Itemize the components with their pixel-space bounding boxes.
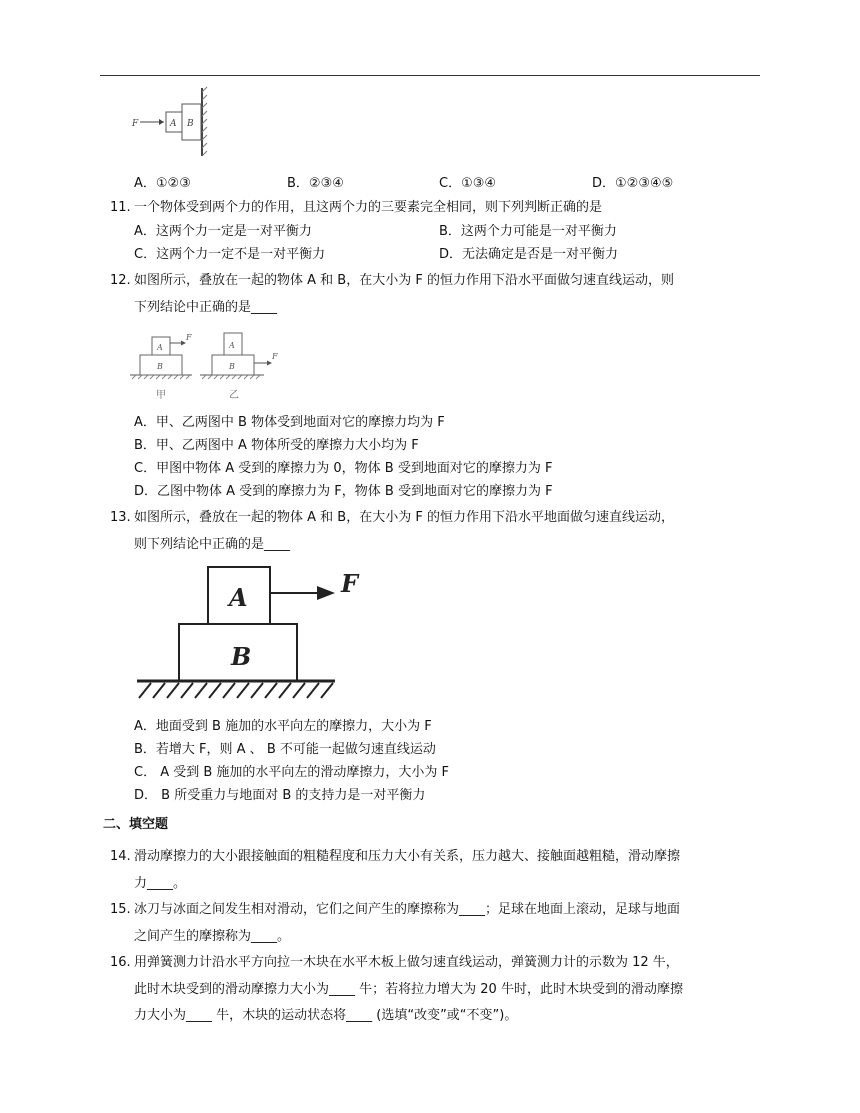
- q12-stem: [110, 269, 770, 292]
- q13-option-a[interactable]: A．地面受到 B 施加的水平向左的摩擦力，大小为 F: [134, 719, 432, 734]
- q10-option-a[interactable]: A．①②③: [134, 176, 191, 191]
- q12-option-b[interactable]: B．甲、乙两图中 A 物体所受的摩擦力大小均为 F: [134, 438, 419, 453]
- q12-yi-F: F: [272, 352, 278, 361]
- q16-text-line3: 力大小为____ 牛，木块的运动状态将____ (选填“改变”或“不变”)。: [134, 1008, 518, 1023]
- q14-stem: [110, 845, 770, 868]
- q12-label-yi: 乙: [229, 390, 239, 401]
- q13-option-b[interactable]: B．若增大 F，则 A 、 B 不可能一起做匀速直线运动: [134, 742, 436, 757]
- q12-label-jia: 甲: [156, 390, 166, 401]
- q11-option-c[interactable]: C．这两个力一定不是一对平衡力: [134, 247, 326, 262]
- q11-stem: [110, 196, 770, 219]
- q13-text-line2: 则下列结论中正确的是____: [134, 537, 291, 552]
- q15-text-line1: 冰刀与冰面之间发生相对滑动，它们之间产生的摩擦称为____；足球在地面上滚动，足球与地面: [134, 902, 681, 917]
- q10-fig-A: A: [170, 119, 177, 129]
- q12-jia-F: F: [186, 333, 192, 342]
- q12-option-a[interactable]: A．甲、乙两图中 B 物体受到地面对它的摩擦力均为 F: [134, 415, 445, 430]
- q12-option-d[interactable]: D．乙图中物体 A 受到的摩擦力为 F，物体 B 受到地面对它的摩擦力为 F: [134, 484, 553, 499]
- q14-text-line2: 力____。: [134, 876, 187, 891]
- q12-jia-A: A: [157, 343, 163, 352]
- q11-option-b[interactable]: B．这两个力可能是一对平衡力: [439, 224, 617, 239]
- q10-fig-B: B: [187, 119, 194, 129]
- q15-stem: [110, 898, 770, 921]
- q12-yi-B: B: [229, 362, 235, 371]
- q10-option-b[interactable]: B．②③④: [287, 176, 344, 191]
- q13-fig-A: A: [229, 583, 248, 612]
- q12-option-c[interactable]: C．甲图中物体 A 受到的摩擦力为 0，物体 B 受到地面对它的摩擦力为 F: [134, 461, 553, 476]
- q13-text-line1: 如图所示，叠放在一起的物体 A 和 B，在大小为 F 的恒力作用下沿水平地面做匀速直线运动，: [134, 510, 674, 525]
- q13-option-d[interactable]: D． B 所受重力与地面对 B 的支持力是一对平衡力: [134, 788, 426, 803]
- q14-number: 14.: [110, 849, 131, 864]
- q13-number: 13.: [110, 510, 131, 525]
- q12-number: 12.: [110, 273, 131, 288]
- q16-text-line1: 用弹簧测力计沿水平方向拉一木块在水平木板上做匀速直线运动，弹簧测力计的示数为 12 牛，: [134, 955, 679, 970]
- q12-text-line2: 下列结论中正确的是____: [134, 300, 278, 315]
- q11-option-a[interactable]: A．这两个力一定是一对平衡力: [134, 224, 312, 239]
- q12-figure: [128, 330, 288, 402]
- q15-number: 15.: [110, 902, 131, 917]
- section-heading: 二、填空题: [103, 817, 169, 832]
- q16-number: 16.: [110, 955, 131, 970]
- q11-number: 11.: [110, 200, 131, 215]
- q13-stem: [110, 506, 770, 529]
- q10-option-c[interactable]: C．①③④: [439, 176, 497, 191]
- q16-text-line2: 此时木块受到的滑动摩擦力大小为____ 牛；若将拉力增大为 20 牛时，此时木块受到的滑动摩擦: [134, 982, 683, 997]
- q15-text-line2: 之间产生的摩擦称为____。: [134, 929, 291, 944]
- q11-option-d[interactable]: D．无法确定是否是一对平衡力: [439, 247, 619, 262]
- q13-fig-B: B: [231, 642, 252, 671]
- q16-stem: [110, 951, 770, 974]
- q10-option-d[interactable]: D．①②③④⑤: [592, 176, 674, 191]
- q13-fig-F: F: [341, 569, 359, 598]
- q12-text-line1: 如图所示，叠放在一起的物体 A 和 B，在大小为 F 的恒力作用下沿水平面做匀速直线运动，则: [134, 273, 674, 288]
- q13-option-c[interactable]: C． A 受到 B 施加的水平向左的滑动摩擦力，大小为 F: [134, 765, 450, 780]
- q10-figure: [128, 86, 208, 160]
- header-rule: [100, 75, 760, 76]
- q12-jia-B: B: [157, 362, 163, 371]
- q11-text: 一个物体受到两个力的作用，且这两个力的三要素完全相同，则下列判断正确的是: [134, 200, 603, 215]
- q14-text-line1: 滑动摩擦力的大小跟接触面的粗糙程度和压力大小有关系，压力越大、接触面越粗糙，滑动摩擦: [134, 849, 681, 864]
- q10-fig-F: F: [132, 119, 139, 129]
- q13-figure: [135, 562, 395, 710]
- q12-yi-A: A: [229, 341, 235, 350]
